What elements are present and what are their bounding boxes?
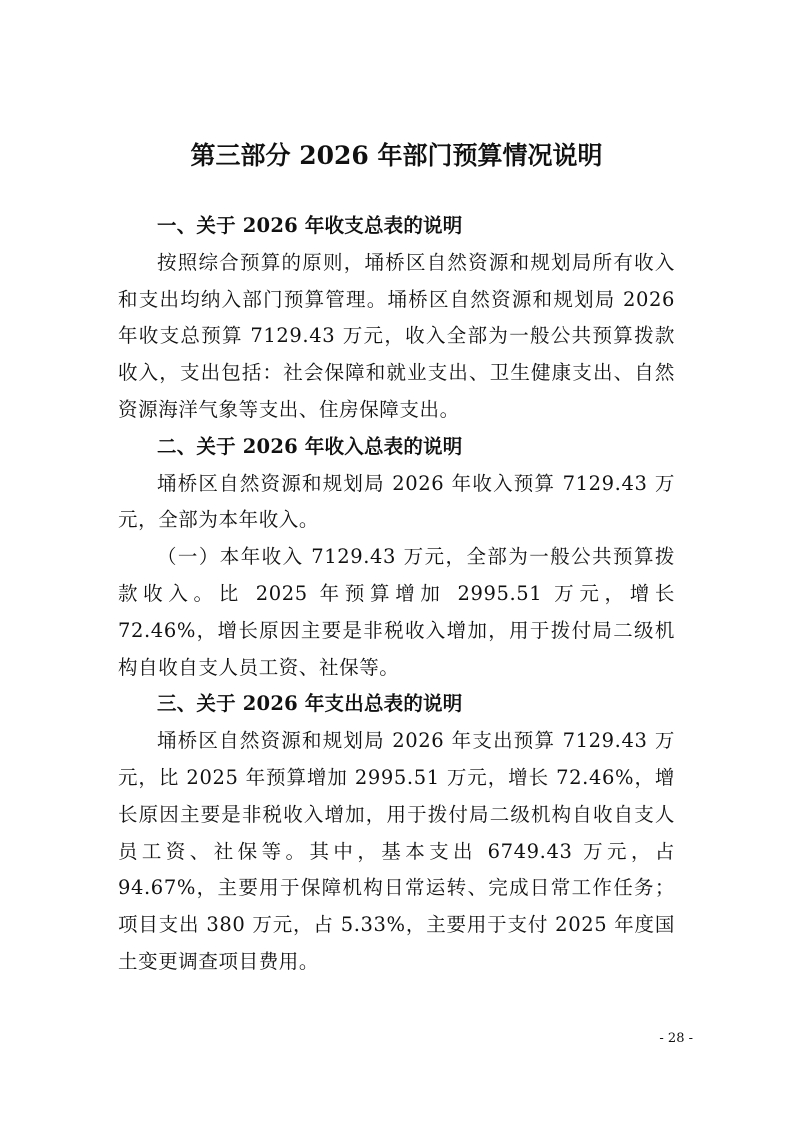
section-2-paragraph-2: （一）本年收入 7129.43 万元，全部为一般公共预算拨款收入。比 2025 年预算增加 2995.51 万元，增长 72.46%，增长原因主要是非税收入增加，用于拨付局二级机构自收自支人员工资、社保等。 — [118, 545, 675, 679]
section-heading-2: 二、关于 2026 年收入总表的说明 — [157, 434, 463, 458]
document-body — [118, 208, 675, 981]
page-number: - 28 - — [659, 1031, 693, 1046]
section-1-paragraph-1: 按照综合预算的原则，埇桥区自然资源和规划局所有收入和支出均纳入部门预算管理。埇桥区自然资源和规划局 2026 年收支总预算 7129.43 万元，收入全部为一般公共预算拨款收入，支出包括：社会保障和就业支出、卫生健康支出、自然资源海洋气象等支出、住房保障支出。 — [118, 250, 675, 421]
section-heading-3: 三、关于 2026 年支出总表的说明 — [157, 692, 463, 716]
page-title: 第三部分 2026 年部门预算情况说明 — [190, 141, 603, 170]
section-3-paragraph-1: 埇桥区自然资源和规划局 2026 年支出预算 7129.43 万元，比 2025 年预算增加 2995.51 万元，增长 72.46%，增长原因主要是非税收入增加，用于拨付局二级机构自收自支人员工资、社保等。其中，基本支出 6749.43 万元，占 94.67%，主要用于保障机构日常运转、完成日常工作任务；项目支出 380 万元，占 5.33%，主要用于支付 2025 年度国土变更调查项目费用。 — [118, 729, 675, 973]
section-2-paragraph-1: 埇桥区自然资源和规划局 2026 年收入预算 7129.43 万元，全部为本年收入。 — [118, 471, 675, 532]
section-heading-1: 一、关于 2026 年收支总表的说明 — [157, 214, 463, 237]
